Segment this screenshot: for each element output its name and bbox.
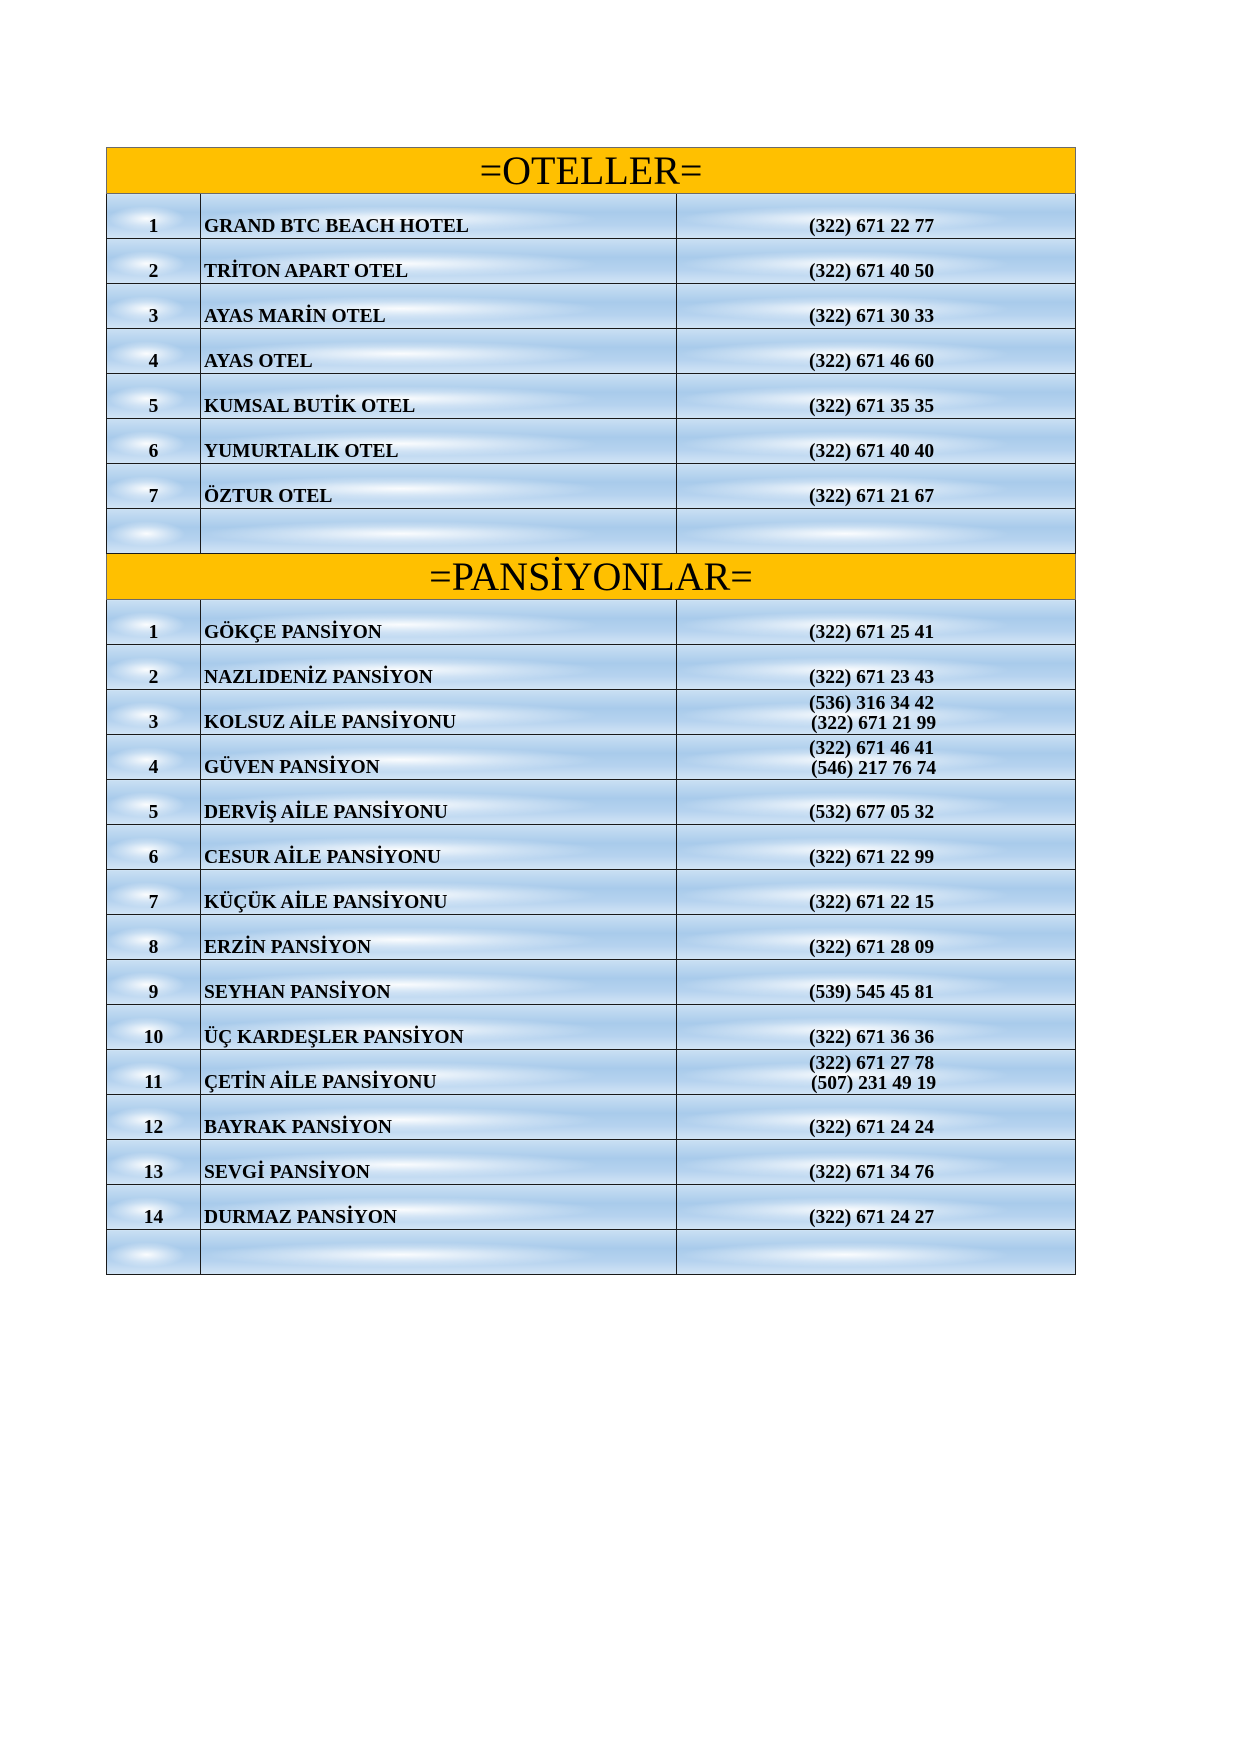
phone-cell (677, 690, 1076, 735)
row-number-cell (107, 239, 201, 284)
phone-cell (677, 870, 1076, 915)
row-number: 5 (148, 802, 159, 823)
row-number-cell (107, 780, 201, 825)
table-row (107, 419, 1076, 464)
row-number-cell (107, 600, 201, 645)
phone-number: (322) 671 28 09 (809, 937, 935, 958)
phone-cell (677, 329, 1076, 374)
table-row (107, 509, 1076, 554)
table-row (107, 374, 1076, 419)
row-number: 1 (148, 216, 159, 237)
phone-number: (322) 671 34 76 (809, 1162, 935, 1183)
table-row (107, 284, 1076, 329)
phone-number: (322) 671 22 15 (809, 892, 935, 913)
name-cell (201, 1230, 677, 1275)
phone-number: (322) 671 21 67 (809, 486, 935, 507)
row-number: 5 (148, 396, 159, 417)
table-row (107, 915, 1076, 960)
name-cell (201, 419, 677, 464)
row-number: 10 (143, 1027, 164, 1048)
establishment-name: CESUR AİLE PANSİYONU (204, 847, 441, 868)
phone-cell (677, 600, 1076, 645)
name-cell (201, 870, 677, 915)
establishment-name: ÇETİN AİLE PANSİYONU (204, 1072, 437, 1093)
row-number-cell (107, 284, 201, 329)
row-number-cell (107, 1050, 201, 1095)
phone-number: (322) 671 21 99 (811, 713, 937, 734)
phone-cell (677, 1005, 1076, 1050)
establishment-name: GRAND BTC BEACH HOTEL (204, 216, 469, 237)
row-number-cell (107, 419, 201, 464)
row-number-cell (107, 464, 201, 509)
phone-number: (322) 671 24 24 (809, 1117, 935, 1138)
row-number: 9 (148, 982, 159, 1003)
table-row (107, 870, 1076, 915)
table-row (107, 329, 1076, 374)
table-row (107, 1140, 1076, 1185)
phone-cell (677, 1230, 1076, 1275)
name-cell (201, 194, 677, 239)
establishment-name: NAZLIDENİZ PANSİYON (204, 667, 433, 688)
section-header-row (107, 148, 1076, 194)
establishment-name: AYAS OTEL (204, 351, 313, 372)
table-body (107, 148, 1076, 1275)
phone-cell (677, 419, 1076, 464)
phone-cell (677, 464, 1076, 509)
name-cell (201, 645, 677, 690)
table-row (107, 194, 1076, 239)
table-row (107, 780, 1076, 825)
name-cell (201, 915, 677, 960)
row-number-cell (107, 645, 201, 690)
row-number-cell (107, 825, 201, 870)
section-title: =OTELLER= (107, 148, 1076, 194)
section-title: =PANSİYONLAR= (107, 554, 1076, 600)
phone-cell (677, 1095, 1076, 1140)
phone-number: (322) 671 40 50 (809, 261, 935, 282)
phone-cell (677, 1050, 1076, 1095)
phone-number: (536) 316 34 42 (809, 693, 935, 714)
row-number-cell (107, 735, 201, 780)
establishment-name: ÜÇ KARDEŞLER PANSİYON (204, 1027, 464, 1048)
phone-cell (677, 374, 1076, 419)
row-number: 2 (148, 261, 159, 282)
phone-cell (677, 735, 1076, 780)
name-cell (201, 1185, 677, 1230)
establishment-name: DURMAZ PANSİYON (204, 1207, 398, 1228)
table-row (107, 1005, 1076, 1050)
row-number: 6 (148, 441, 159, 462)
row-number: 7 (148, 486, 159, 507)
establishment-name: YUMURTALIK OTEL (204, 441, 399, 462)
row-number-cell (107, 1005, 201, 1050)
row-number-cell (107, 329, 201, 374)
row-number: 4 (148, 351, 159, 372)
table-row (107, 1230, 1076, 1275)
row-number-cell (107, 509, 201, 554)
phone-cell (677, 915, 1076, 960)
establishment-name: AYAS MARİN OTEL (204, 306, 386, 327)
table-row (107, 690, 1076, 735)
table-row (107, 1095, 1076, 1140)
name-cell (201, 1005, 677, 1050)
phone-cell (677, 1185, 1076, 1230)
row-number: 3 (148, 306, 159, 327)
phone-cell (677, 239, 1076, 284)
table-row (107, 1050, 1076, 1095)
establishment-name: ERZİN PANSİYON (204, 937, 372, 958)
establishment-name: SEVGİ PANSİYON (204, 1162, 370, 1183)
establishment-name: GÖKÇE PANSİYON (204, 622, 382, 643)
phone-number: (546) 217 76 74 (811, 758, 937, 779)
row-number-cell (107, 690, 201, 735)
establishment-name: SEYHAN PANSİYON (204, 982, 391, 1003)
phone-number: (507) 231 49 19 (811, 1073, 937, 1094)
name-cell (201, 239, 677, 284)
phone-cell (677, 509, 1076, 554)
phone-number: (322) 671 40 40 (809, 441, 935, 462)
phone-cell (677, 645, 1076, 690)
establishment-name: TRİTON APART OTEL (204, 261, 409, 282)
row-number-cell (107, 194, 201, 239)
table-row (107, 735, 1076, 780)
phone-cell (677, 194, 1076, 239)
phone-number: (532) 677 05 32 (809, 802, 935, 823)
name-cell (201, 284, 677, 329)
table-row (107, 239, 1076, 284)
establishment-name: KÜÇÜK AİLE PANSİYONU (204, 892, 448, 913)
name-cell (201, 1095, 677, 1140)
row-number: 12 (143, 1117, 164, 1138)
row-number: 2 (148, 667, 159, 688)
phone-cell (677, 1140, 1076, 1185)
phone-number: (322) 671 25 41 (809, 622, 935, 643)
row-number-cell (107, 1185, 201, 1230)
table-row (107, 464, 1076, 509)
row-number-cell (107, 915, 201, 960)
row-number: 3 (148, 712, 159, 733)
phone-number: (322) 671 30 33 (809, 306, 935, 327)
contact-list-table (106, 147, 1076, 1275)
phone-cell (677, 780, 1076, 825)
row-number: 4 (148, 757, 159, 778)
name-cell (201, 509, 677, 554)
establishment-name: KUMSAL BUTİK OTEL (204, 396, 416, 417)
name-cell (201, 374, 677, 419)
phone-number: (322) 671 24 27 (809, 1207, 935, 1228)
table-row (107, 645, 1076, 690)
establishment-name: BAYRAK PANSİYON (204, 1117, 392, 1138)
phone-number: (322) 671 36 36 (809, 1027, 935, 1048)
name-cell (201, 825, 677, 870)
phone-cell (677, 284, 1076, 329)
row-number-cell (107, 960, 201, 1005)
name-cell (201, 1050, 677, 1095)
phone-number: (322) 671 23 43 (809, 667, 935, 688)
table-row (107, 1185, 1076, 1230)
row-number-cell (107, 374, 201, 419)
row-number: 13 (143, 1162, 164, 1183)
table-row (107, 825, 1076, 870)
phone-number: (322) 671 27 78 (809, 1053, 935, 1074)
row-number-cell (107, 1140, 201, 1185)
section-header-row (107, 554, 1076, 600)
name-cell (201, 1140, 677, 1185)
phone-cell (677, 960, 1076, 1005)
name-cell (201, 329, 677, 374)
establishment-name: DERVİŞ AİLE PANSİYONU (204, 802, 448, 823)
phone-number: (322) 671 46 41 (809, 738, 935, 759)
row-number-cell (107, 870, 201, 915)
table-row (107, 960, 1076, 1005)
name-cell (201, 960, 677, 1005)
row-number: 7 (148, 892, 159, 913)
name-cell (201, 780, 677, 825)
establishment-name: KOLSUZ AİLE PANSİYONU (204, 712, 457, 733)
phone-cell (677, 825, 1076, 870)
phone-number: (322) 671 35 35 (809, 396, 935, 417)
phone-number: (539) 545 45 81 (809, 982, 935, 1003)
row-number: 14 (143, 1207, 164, 1228)
name-cell (201, 600, 677, 645)
phone-number: (322) 671 22 99 (809, 847, 935, 868)
row-number: 8 (148, 937, 159, 958)
phone-number: (322) 671 22 77 (809, 216, 935, 237)
name-cell (201, 464, 677, 509)
establishment-name: GÜVEN PANSİYON (204, 757, 380, 778)
name-cell (201, 735, 677, 780)
row-number-cell (107, 1095, 201, 1140)
row-number: 1 (148, 622, 159, 643)
row-number-cell (107, 1230, 201, 1275)
establishment-name: ÖZTUR OTEL (204, 486, 333, 507)
name-cell (201, 690, 677, 735)
row-number: 6 (148, 847, 159, 868)
table-row (107, 600, 1076, 645)
row-number: 11 (144, 1072, 163, 1093)
phone-number: (322) 671 46 60 (809, 351, 935, 372)
